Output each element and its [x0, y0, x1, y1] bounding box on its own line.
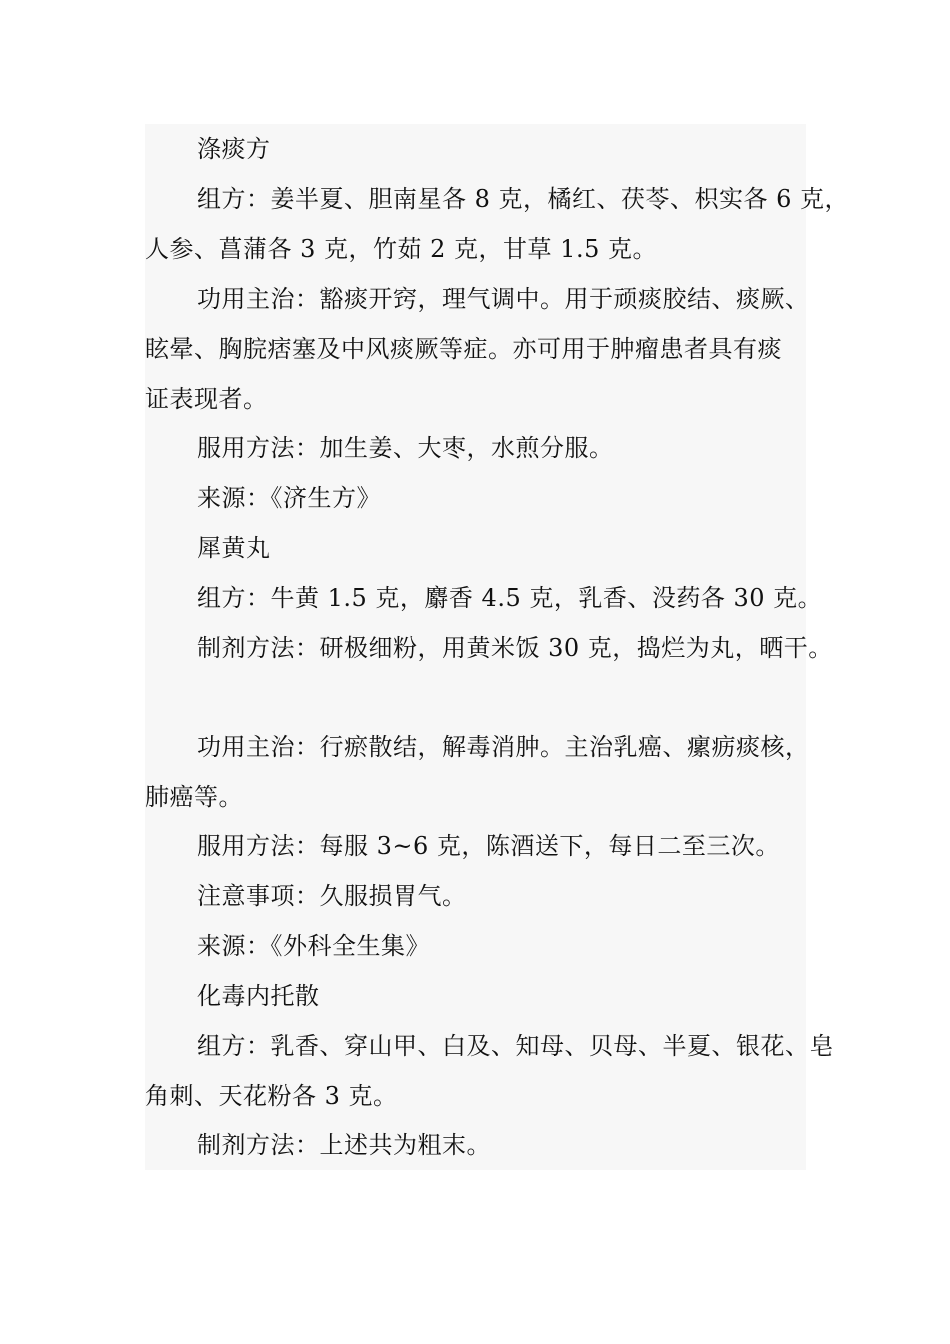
paragraph-line: 功用主治：豁痰开窍，理气调中。用于顽痰胶结、痰厥、 — [197, 285, 810, 313]
paragraph-line: 组方：乳香、穿山甲、白及、知母、贝母、半夏、银花、皂 — [197, 1032, 834, 1060]
paragraph-line: 角刺、天花粉各 3 克。 — [145, 1082, 398, 1110]
paragraph-line: 制剂方法：研极细粉，用黄米饭 30 克，捣烂为丸，晒干。 — [197, 634, 833, 662]
recipe-title-huadu: 化毒内托散 — [197, 982, 320, 1010]
paragraph-line: 功用主治：行瘀散结，解毒消肿。主治乳癌、瘰疬痰核， — [197, 733, 810, 761]
paragraph-line: 眩晕、胸脘痞塞及中风痰厥等症。亦可用于肿瘤患者具有痰 — [145, 335, 782, 363]
paragraph-line: 服用方法：加生姜、大枣，水煎分服。 — [197, 434, 614, 462]
recipe-title-xihuang: 犀黄丸 — [197, 534, 271, 562]
paragraph-line: 证表现者。 — [145, 385, 268, 413]
source-line: 来源：《外科全生集》 — [197, 932, 430, 960]
paragraph-line: 制剂方法：上述共为粗末。 — [197, 1131, 491, 1159]
paragraph-line: 组方：姜半夏、胆南星各 8 克，橘红、茯苓、枳实各 6 克， — [197, 185, 850, 213]
recipe-title-ditan: 涤痰方 — [197, 135, 271, 163]
paragraph-line: 服用方法：每服 3~6 克，陈酒送下，每日二至三次。 — [197, 832, 780, 860]
source-line: 来源：《济生方》 — [197, 484, 381, 512]
paragraph-line: 注意事项：久服损胃气。 — [197, 882, 467, 910]
paragraph-line: 肺癌等。 — [145, 783, 243, 811]
paragraph-line: 人参、菖蒲各 3 克，竹茹 2 克，甘草 1.5 克。 — [145, 235, 657, 263]
paragraph-line: 组方：牛黄 1.5 克，麝香 4.5 克，乳香、没药各 30 克。 — [197, 584, 823, 612]
